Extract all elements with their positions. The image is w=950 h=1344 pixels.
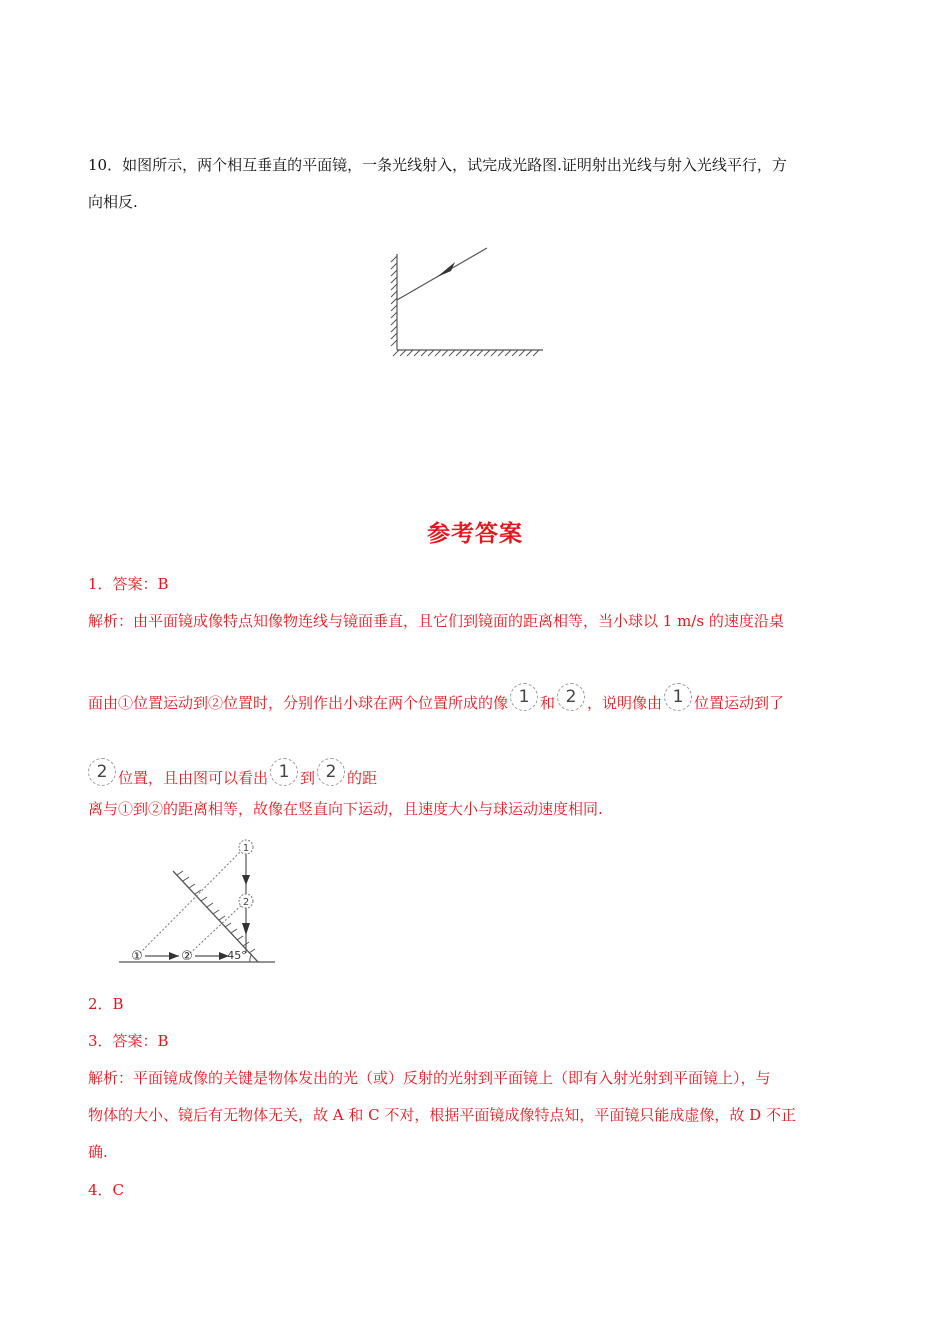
ball-position-1: ① xyxy=(131,949,143,964)
circled-2-image: 2 xyxy=(317,758,345,786)
circled-1-image: 1 xyxy=(510,683,538,711)
answer-1-analysis-line-1: 解析：由平面镜成像特点知像物连线与镜面垂直，且它们到镜面的距离相等，当小球以 1 m/s 的速度沿桌 xyxy=(88,612,784,630)
mirror-hatching xyxy=(391,256,539,356)
ball-position-2: ② xyxy=(181,949,193,964)
answer-3-analysis-line-2: 物体的大小、镜后有无物体无关，故 A 和 C 不对，根据平面镜成像特点知，平面镜只能成虚像，故 D 不正 xyxy=(88,1106,796,1124)
text-segment: 面由①位置运动到②位置时，分别作出小球在两个位置所成的像 xyxy=(88,694,509,712)
circled-1-image: 1 xyxy=(270,758,298,786)
answer-1-analysis-line-2 xyxy=(88,683,784,713)
circled-2-image: 2 xyxy=(557,683,585,711)
text-segment: 和 xyxy=(540,694,556,712)
down-arrow-icon xyxy=(242,875,250,885)
question-10-line-2: 向相反. xyxy=(88,193,138,211)
right-arrow-icon xyxy=(169,952,179,960)
ray-arrow-icon xyxy=(437,262,455,277)
perpendicular-mirrors-figure xyxy=(385,242,550,360)
ball-image-mirror-figure xyxy=(115,835,280,970)
answer-3: 3．答案：B xyxy=(88,1032,169,1050)
text-segment: ，说明像由 xyxy=(587,694,663,712)
text-segment: 到 xyxy=(300,769,316,787)
question-10-line-1: 10．如图所示，两个相互垂直的平面镜，一条光线射入，试完成光路图.证明射出光线与射入光线平行，方 xyxy=(88,156,787,174)
answer-1-analysis-line-4: 离与①到②的距离相等，故像在竖直向下运动，且速度大小与球运动速度相同. xyxy=(88,800,603,818)
mirror-hatching xyxy=(177,871,255,953)
image-1-label: 1 xyxy=(242,843,250,854)
circled-1-image: 1 xyxy=(664,683,692,711)
angle-arc xyxy=(250,954,252,962)
answer-3-analysis-line-3: 确. xyxy=(88,1143,108,1161)
answers-title: 参考答案 xyxy=(427,521,523,547)
down-arrow-icon xyxy=(242,923,250,935)
answer-3-analysis-line-1: 解析：平面镜成像的关键是物体发出的光（或）反射的光射到平面镜上（即有入射光射到平面镜上），与 xyxy=(88,1069,771,1087)
text-segment: 位置运动到了 xyxy=(694,694,785,712)
text-segment: 的距 xyxy=(347,769,378,787)
angle-label: 45° xyxy=(227,949,247,962)
answer-1: 1．答案：B xyxy=(88,575,169,593)
text-segment: 位置，且由图可以看出 xyxy=(118,769,269,787)
construction-lines xyxy=(137,849,245,956)
circled-2-image: 2 xyxy=(88,758,116,786)
image-2-label: 2 xyxy=(242,897,250,908)
answer-4: 4．C xyxy=(88,1181,125,1199)
answer-2: 2．B xyxy=(88,995,124,1013)
answer-1-analysis-line-3 xyxy=(88,758,377,788)
